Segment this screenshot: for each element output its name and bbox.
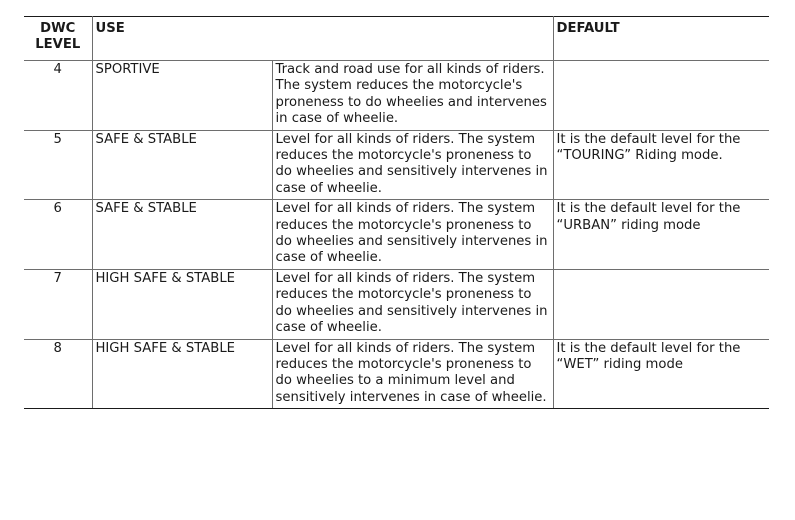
cell-description: Level for all kinds of riders. The system reduces the motorcycle's proneness to do wheelies and sensitively intervenes in case of wheelie. (272, 130, 553, 200)
cell-description: Level for all kinds of riders. The system reduces the motorcycle's proneness to do wheelies and sensitively intervenes in case of wheelie. (272, 269, 553, 339)
header-dwc-level-line1: DWC (40, 21, 76, 36)
cell-use: SAFE & STABLE (92, 130, 272, 200)
cell-default: It is the default level for the “WET” riding mode (553, 339, 769, 409)
cell-description: Track and road use for all kinds of riders. The system reduces the motorcycle's proneness to do wheelies and intervenes in case of wheelie. (272, 61, 553, 131)
cell-description: Level for all kinds of riders. The system reduces the motorcycle's proneness to do wheelies to a minimum level and sensitively intervenes in case of wheelie. (272, 339, 553, 409)
table-row (24, 130, 769, 200)
cell-use: SPORTIVE (92, 61, 272, 131)
cell-level: 6 (24, 200, 92, 270)
cell-use: HIGH SAFE & STABLE (92, 269, 272, 339)
header-use: USE (92, 17, 553, 61)
header-default: DEFAULT (553, 17, 769, 61)
header-dwc-level-line2: LEVEL (35, 37, 81, 53)
cell-use: SAFE & STABLE (92, 200, 272, 270)
cell-level: 7 (24, 269, 92, 339)
cell-level: 8 (24, 339, 92, 409)
header-dwc-level (24, 17, 92, 61)
table-header-row (24, 17, 769, 61)
table-row (24, 339, 769, 409)
cell-level: 5 (24, 130, 92, 200)
cell-description: Level for all kinds of riders. The system reduces the motorcycle's proneness to do wheelies and sensitively intervenes in case of wheelie. (272, 200, 553, 270)
table-row (24, 269, 769, 339)
cell-default: It is the default level for the “TOURING” Riding mode. (553, 130, 769, 200)
cell-default (553, 269, 769, 339)
table-row (24, 200, 769, 270)
cell-default: It is the default level for the “URBAN” riding mode (553, 200, 769, 270)
cell-default (553, 61, 769, 131)
cell-use: HIGH SAFE & STABLE (92, 339, 272, 409)
table-row (24, 61, 769, 131)
cell-level: 4 (24, 61, 92, 131)
dwc-level-table (24, 16, 769, 409)
